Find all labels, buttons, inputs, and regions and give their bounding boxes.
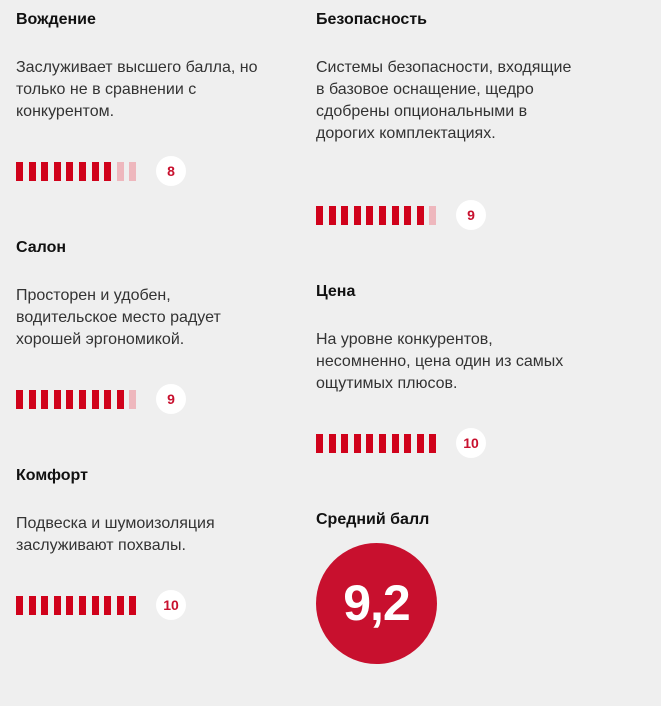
rating-segment xyxy=(129,596,136,615)
category-description: Просторен и удобен, водительское место радует хорошей эргономикой. xyxy=(16,287,221,348)
rating-segment xyxy=(366,434,373,453)
category-title: Салон xyxy=(16,239,67,256)
category-description: Системы безопасности, входящие в базовое оснащение, щедро сдобрены опциональными в дорогих комплектациях. xyxy=(316,59,572,142)
rating-bar xyxy=(16,156,216,186)
rating-segment xyxy=(79,596,86,615)
rating-segment xyxy=(54,162,61,181)
rating-segment xyxy=(104,390,111,409)
average-score-circle: 9,2 xyxy=(316,543,437,664)
rating-segment xyxy=(316,206,323,225)
score-badge: 9 xyxy=(456,200,486,230)
rating-segment xyxy=(104,596,111,615)
rating-segment xyxy=(429,434,436,453)
category-description: Подвеска и шумоизоляция заслуживают похвалы. xyxy=(16,515,215,554)
rating-segment xyxy=(392,434,399,453)
rating-segment xyxy=(16,596,23,615)
category-description: Заслуживает высшего балла, но только не в сравнении с конкурентом. xyxy=(16,59,258,120)
rating-segment xyxy=(29,596,36,615)
rating-segment xyxy=(329,206,336,225)
rating-segment xyxy=(366,206,373,225)
score-badge: 8 xyxy=(156,156,186,186)
rating-segment xyxy=(354,434,361,453)
category-title: Комфорт xyxy=(16,467,88,484)
rating-segment xyxy=(79,390,86,409)
rating-segment xyxy=(129,162,136,181)
rating-segment xyxy=(341,206,348,225)
rating-segment xyxy=(404,434,411,453)
rating-segment xyxy=(117,390,124,409)
rating-segment xyxy=(117,596,124,615)
category-description: На уровне конкурентов, несомненно, цена один из самых ощутимых плюсов. xyxy=(316,331,564,392)
rating-segment xyxy=(104,162,111,181)
rating-segment xyxy=(417,206,424,225)
rating-segment xyxy=(16,390,23,409)
rating-segment xyxy=(41,162,48,181)
rating-segment xyxy=(429,206,436,225)
rating-segment xyxy=(117,162,124,181)
category-driving xyxy=(16,10,316,179)
category-title: Цена xyxy=(316,283,356,300)
rating-segment xyxy=(29,162,36,181)
rating-segment xyxy=(404,206,411,225)
category-title: Безопасность xyxy=(316,11,427,28)
category-comfort xyxy=(16,466,316,613)
category-interior xyxy=(16,238,316,407)
category-price xyxy=(316,282,616,451)
rating-segment xyxy=(41,390,48,409)
rating-segment xyxy=(66,596,73,615)
rating-segment xyxy=(392,206,399,225)
rating-segment xyxy=(379,206,386,225)
rating-bar xyxy=(316,200,516,230)
rating-bar xyxy=(16,590,216,620)
score-badge: 10 xyxy=(456,428,486,458)
rating-segment xyxy=(329,434,336,453)
rating-segment xyxy=(417,434,424,453)
rating-segment xyxy=(29,390,36,409)
rating-segment xyxy=(16,162,23,181)
average-title: Средний балл xyxy=(316,511,430,528)
rating-segment xyxy=(79,162,86,181)
category-safety xyxy=(316,10,616,223)
rating-bar xyxy=(316,428,516,458)
rating-segment xyxy=(54,596,61,615)
score-badge: 9 xyxy=(156,384,186,414)
rating-segment xyxy=(379,434,386,453)
rating-segment xyxy=(41,596,48,615)
rating-segment xyxy=(129,390,136,409)
rating-segment xyxy=(341,434,348,453)
rating-segment xyxy=(92,596,99,615)
rating-segment xyxy=(66,162,73,181)
score-badge: 10 xyxy=(156,590,186,620)
rating-segment xyxy=(66,390,73,409)
rating-segment xyxy=(92,162,99,181)
rating-segment xyxy=(354,206,361,225)
rating-segment xyxy=(54,390,61,409)
rating-segment xyxy=(316,434,323,453)
category-title: Вождение xyxy=(16,11,96,28)
rating-bar xyxy=(16,384,216,414)
rating-segment xyxy=(92,390,99,409)
